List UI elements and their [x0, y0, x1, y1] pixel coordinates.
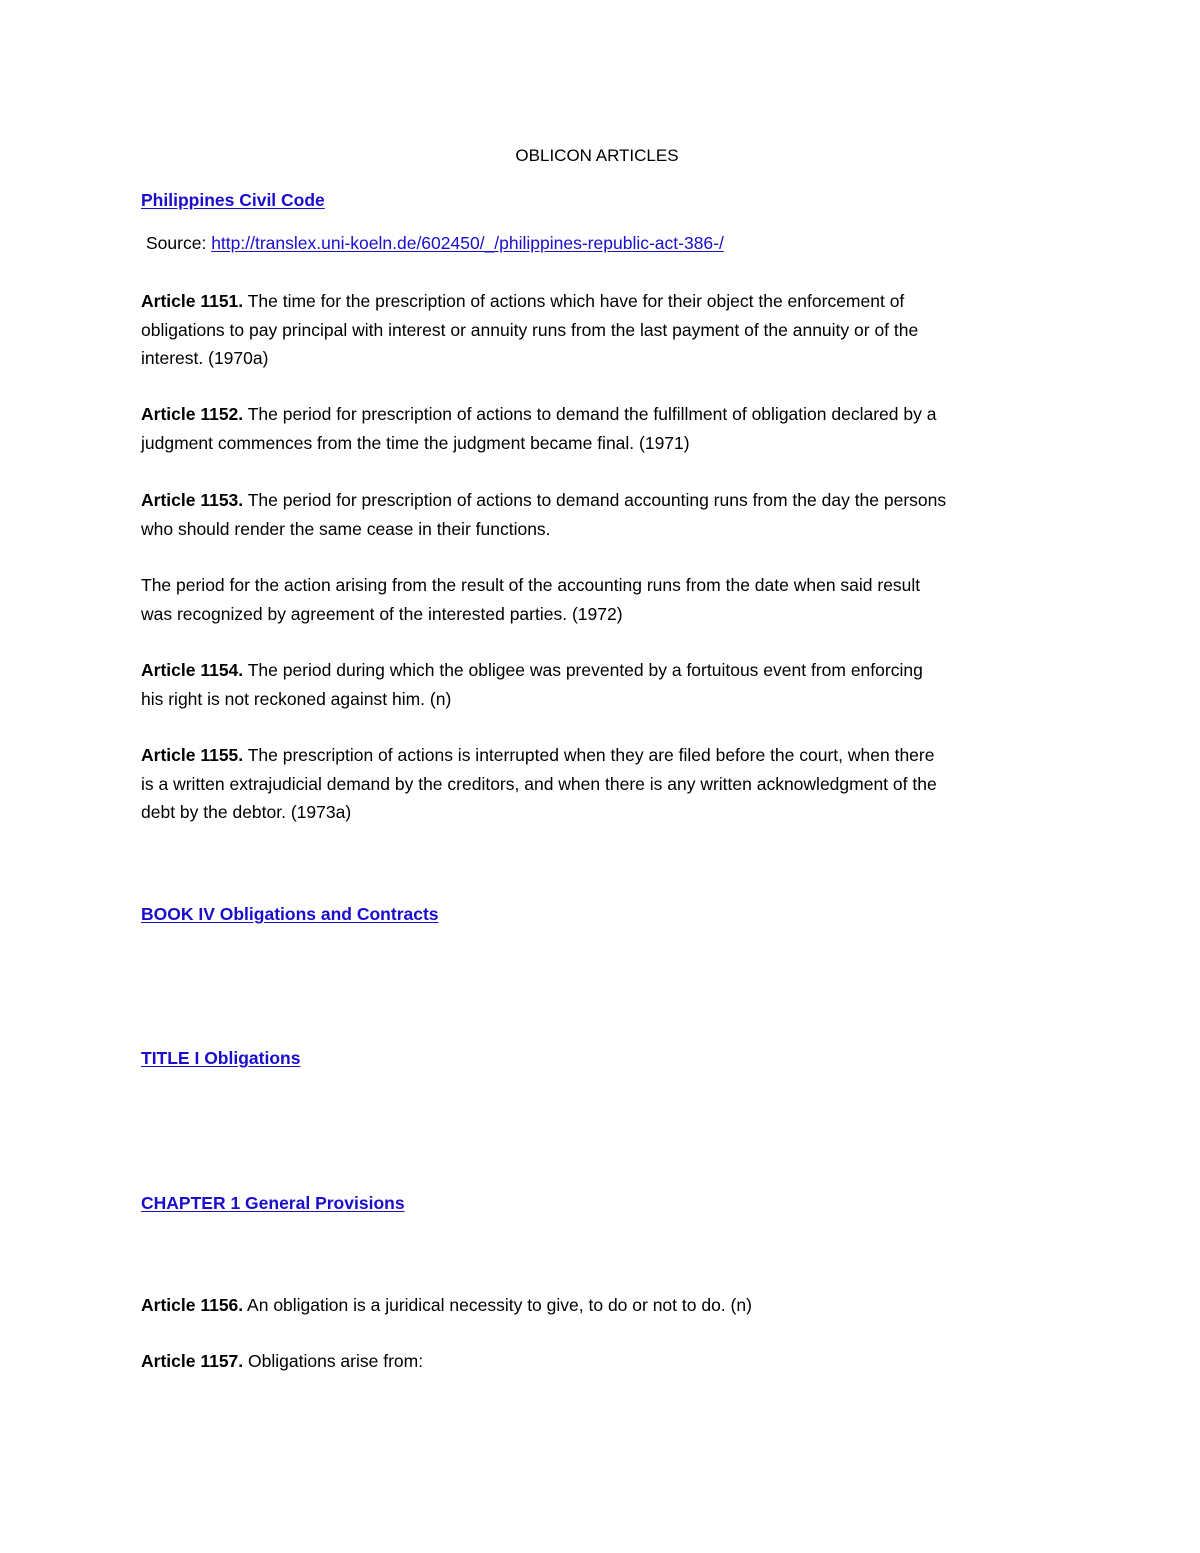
article-1154	[141, 656, 1071, 713]
article-label: Article 1154.	[141, 660, 244, 680]
article-text: The period for prescription of actions to demand the fulfillment of obligation declared by a	[243, 404, 937, 424]
book-heading	[141, 900, 1071, 929]
chapter-1-link[interactable]: CHAPTER 1 General Provisions	[141, 1193, 405, 1213]
article-1156	[141, 1291, 1071, 1320]
source-line	[146, 229, 1076, 258]
article-1152	[141, 400, 1071, 457]
article-1155	[141, 741, 1071, 827]
article-text: The period for prescription of actions to demand accounting runs from the day the persons	[243, 490, 947, 510]
article-text: interest. (1970a)	[141, 348, 269, 368]
article-label: Article 1157.	[141, 1351, 244, 1371]
article-text: An obligation is a juridical necessity to give, to do or not to do. (n)	[243, 1295, 752, 1315]
source-url-link[interactable]: http://translex.uni-koeln.de/602450/_/philippines-republic-act-386-/	[211, 233, 724, 253]
article-text: was recognized by agreement of the interested parties. (1972)	[141, 603, 623, 624]
article-text: The prescription of actions is interrupted when they are filed before the court, when there	[243, 745, 935, 765]
article-text: is a written extrajudicial demand by the creditors, and when there is any written acknowledgment of the	[141, 773, 937, 794]
article-1151	[141, 287, 1071, 373]
chapter-heading	[141, 1189, 1071, 1218]
title-heading	[141, 1044, 1071, 1073]
article-text: The period during which the obligee was prevented by a fortuitous event from enforcing	[243, 660, 923, 680]
philippines-civil-code-link[interactable]: Philippines Civil Code	[141, 190, 325, 210]
title-i-link[interactable]: TITLE I Obligations	[141, 1048, 301, 1068]
article-1153	[141, 486, 1071, 543]
article-text: obligations to pay principal with interest or annuity runs from the last payment of the annuity or of the	[141, 319, 919, 340]
article-label: Article 1152.	[141, 404, 244, 424]
source-label: Source:	[146, 233, 207, 253]
article-1157	[141, 1347, 1071, 1376]
article-text: who should render the same cease in their functions.	[141, 518, 551, 539]
article-text: Obligations arise from:	[243, 1351, 424, 1371]
article-text: his right is not reckoned against him. (n)	[141, 688, 452, 709]
book-iv-link[interactable]: BOOK IV Obligations and Contracts	[141, 904, 439, 924]
article-label: Article 1156.	[141, 1295, 244, 1315]
article-text: The period for the action arising from the result of the accounting runs from the date when said result	[141, 575, 921, 595]
article-text: The time for the prescription of actions which have for their object the enforcement of	[243, 291, 905, 311]
article-text: debt by the debtor. (1973a)	[141, 802, 352, 822]
article-text: judgment commences from the time the judgment became final. (1971)	[141, 432, 690, 453]
article-label: Article 1155.	[141, 745, 244, 765]
article-label: Article 1151.	[141, 291, 244, 311]
article-1153-paragraph-2	[141, 571, 1071, 628]
article-label: Article 1153.	[141, 490, 244, 510]
document-title: OBLICON ARTICLES	[515, 146, 679, 165]
code-heading	[141, 186, 1071, 215]
